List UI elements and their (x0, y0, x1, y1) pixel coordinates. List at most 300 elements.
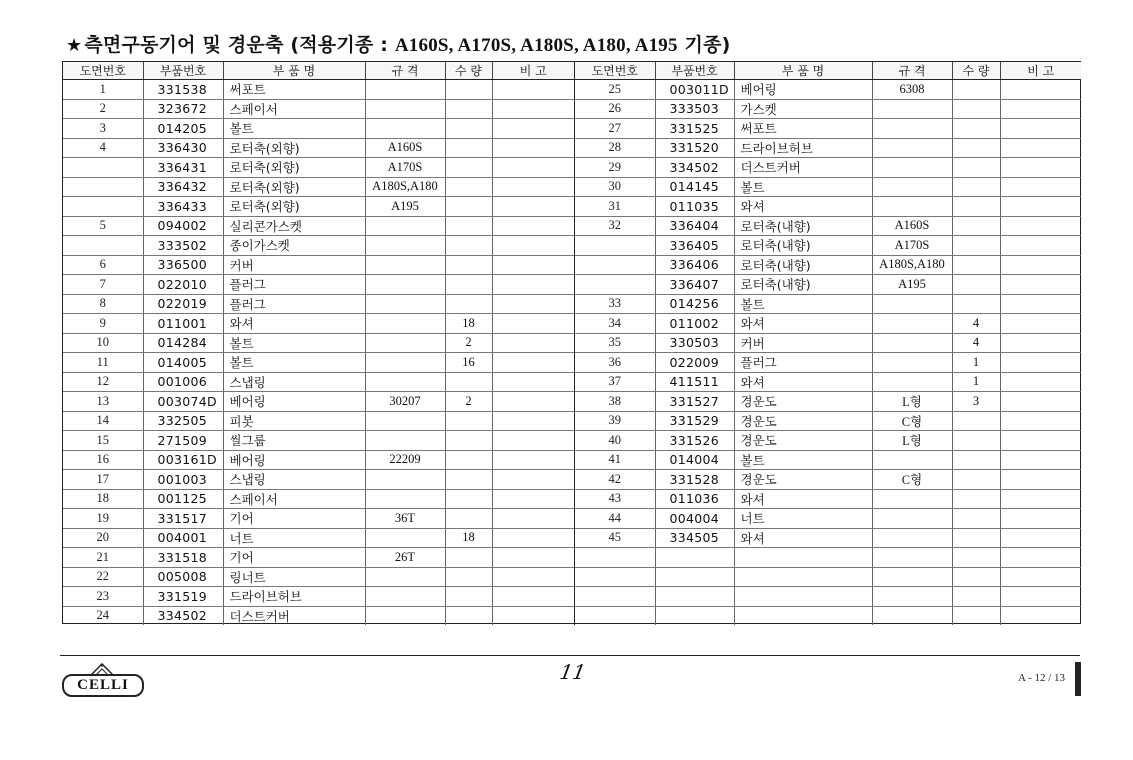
note-cell (1000, 333, 1081, 353)
spec-cell: A195 (365, 197, 445, 217)
drawing-no-cell: 14 (63, 411, 143, 431)
qty-cell (952, 275, 1000, 295)
part-name-cell: 베어링 (223, 450, 365, 470)
part-name-cell: 경운도 (734, 392, 872, 412)
spec-cell (872, 450, 952, 470)
table-row (575, 119, 1081, 139)
part-no-cell: 011002 (655, 314, 734, 334)
spec-cell (872, 567, 952, 587)
part-name-cell: 로터축(내향) (734, 275, 872, 295)
col-header-drawing-no: 도면번호 (575, 62, 655, 80)
note-cell (492, 567, 574, 587)
spec-cell (872, 99, 952, 119)
note-cell (492, 431, 574, 451)
drawing-no-cell: 30 (575, 177, 655, 197)
drawing-no-cell: 34 (575, 314, 655, 334)
part-name-cell (734, 606, 872, 625)
note-cell (1000, 587, 1081, 607)
qty-cell (952, 177, 1000, 197)
part-no-cell: 331527 (655, 392, 734, 412)
spec-cell (365, 333, 445, 353)
part-name-cell: 와셔 (223, 314, 365, 334)
spec-cell (872, 606, 952, 625)
title-text: 측면구동기어 및 경운축 (적용기종 : (84, 34, 389, 56)
spec-cell: 30207 (365, 392, 445, 412)
spec-cell: 36T (365, 509, 445, 529)
qty-cell: 2 (445, 392, 492, 412)
table-row (63, 80, 574, 100)
table-row (575, 314, 1081, 334)
table-row (63, 392, 574, 412)
title-suffix: 기종) (684, 34, 731, 56)
qty-cell (445, 567, 492, 587)
spec-cell (872, 372, 952, 392)
col-header-part-name: 부 품 명 (223, 62, 365, 80)
part-no-cell: 330503 (655, 333, 734, 353)
part-name-cell: 볼트 (734, 450, 872, 470)
part-name-cell: 로터축(외향) (223, 177, 365, 197)
part-name-cell: 와셔 (734, 528, 872, 548)
part-no-cell: 331518 (143, 548, 223, 568)
qty-cell: 4 (952, 333, 1000, 353)
spec-cell (365, 99, 445, 119)
qty-cell: 1 (952, 353, 1000, 373)
table-row (575, 606, 1081, 625)
note-cell (492, 99, 574, 119)
part-no-cell: 336405 (655, 236, 734, 256)
spec-cell (872, 177, 952, 197)
part-name-cell: 로터축(내향) (734, 216, 872, 236)
part-name-cell: 종이가스켓 (223, 236, 365, 256)
part-no-cell: 001125 (143, 489, 223, 509)
part-no-cell: 014005 (143, 353, 223, 373)
qty-cell (445, 509, 492, 529)
drawing-no-cell: 21 (63, 548, 143, 568)
part-name-cell: 플러그 (223, 275, 365, 295)
qty-cell (445, 411, 492, 431)
note-cell (492, 489, 574, 509)
table-row (63, 528, 574, 548)
part-name-cell: 볼트 (223, 353, 365, 373)
note-cell (492, 528, 574, 548)
drawing-no-cell: 39 (575, 411, 655, 431)
qty-cell (952, 216, 1000, 236)
table-row (63, 314, 574, 334)
part-name-cell (734, 567, 872, 587)
spec-cell (365, 372, 445, 392)
drawing-no-cell: 7 (63, 275, 143, 295)
page-edge-mark (1075, 662, 1081, 696)
note-cell (1000, 470, 1081, 490)
spec-cell (365, 606, 445, 625)
table-row (63, 431, 574, 451)
spec-cell: A170S (365, 158, 445, 178)
part-no-cell: 022010 (143, 275, 223, 295)
note-cell (492, 314, 574, 334)
part-name-cell: 볼트 (223, 119, 365, 139)
qty-cell: 4 (952, 314, 1000, 334)
part-name-cell: 볼트 (734, 177, 872, 197)
part-no-cell: 336500 (143, 255, 223, 275)
drawing-no-cell: 40 (575, 431, 655, 451)
table-row (575, 99, 1081, 119)
spec-cell: C형 (872, 411, 952, 431)
drawing-no-cell: 22 (63, 567, 143, 587)
table-header-row (63, 62, 574, 80)
spec-cell (872, 353, 952, 373)
footer-divider (60, 655, 1080, 656)
spec-cell (365, 294, 445, 314)
qty-cell (952, 236, 1000, 256)
table-row (575, 411, 1081, 431)
table-row (575, 177, 1081, 197)
part-no-cell: 331538 (143, 80, 223, 100)
note-cell (492, 119, 574, 139)
drawing-no-cell: 36 (575, 353, 655, 373)
table-row (575, 236, 1081, 256)
note-cell (492, 587, 574, 607)
part-name-cell: 스냅링 (223, 372, 365, 392)
part-no-cell: 014256 (655, 294, 734, 314)
parts-table-body-left (63, 80, 574, 626)
spec-cell (872, 489, 952, 509)
drawing-no-cell: 11 (63, 353, 143, 373)
part-name-cell: 와셔 (734, 197, 872, 217)
table-row (575, 372, 1081, 392)
table-row (63, 255, 574, 275)
drawing-no-cell: 19 (63, 509, 143, 529)
part-no-cell: 014205 (143, 119, 223, 139)
part-no-cell: 003011D (655, 80, 734, 100)
part-no-cell: 004004 (655, 509, 734, 529)
table-row (63, 294, 574, 314)
drawing-no-cell: 31 (575, 197, 655, 217)
table-row (63, 606, 574, 625)
part-no-cell: 004001 (143, 528, 223, 548)
part-no-cell: 333502 (143, 236, 223, 256)
qty-cell (445, 470, 492, 490)
drawing-no-cell: 24 (63, 606, 143, 625)
qty-cell (952, 99, 1000, 119)
spec-cell (872, 509, 952, 529)
qty-cell (445, 80, 492, 100)
spec-cell (365, 314, 445, 334)
note-cell (1000, 548, 1081, 568)
part-no-cell: 094002 (143, 216, 223, 236)
qty-cell (952, 158, 1000, 178)
note-cell (492, 509, 574, 529)
qty-cell (952, 587, 1000, 607)
table-row (63, 99, 574, 119)
table-row (575, 450, 1081, 470)
drawing-no-cell: 13 (63, 392, 143, 412)
qty-cell (952, 470, 1000, 490)
part-no-cell (655, 548, 734, 568)
drawing-no-cell (63, 158, 143, 178)
table-row (575, 275, 1081, 295)
col-header-part-no: 부품번호 (143, 62, 223, 80)
table-row (575, 470, 1081, 490)
part-name-cell: 너트 (734, 509, 872, 529)
part-name-cell: 볼트 (734, 294, 872, 314)
table-row (575, 138, 1081, 158)
drawing-no-cell: 33 (575, 294, 655, 314)
drawing-no-cell: 2 (63, 99, 143, 119)
part-name-cell: 로터축(외향) (223, 197, 365, 217)
drawing-no-cell: 16 (63, 450, 143, 470)
part-no-cell: 331529 (655, 411, 734, 431)
drawing-no-cell (575, 567, 655, 587)
qty-cell (445, 450, 492, 470)
part-name-cell (734, 587, 872, 607)
note-cell (1000, 158, 1081, 178)
table-row (575, 353, 1081, 373)
parts-table (575, 62, 1081, 625)
part-name-cell: 와셔 (734, 489, 872, 509)
drawing-no-cell (575, 255, 655, 275)
qty-cell (445, 177, 492, 197)
part-name-cell: 볼트 (223, 333, 365, 353)
part-name-cell: 로터축(내향) (734, 236, 872, 256)
note-cell (1000, 138, 1081, 158)
qty-cell: 18 (445, 314, 492, 334)
qty-cell (445, 119, 492, 139)
spec-cell (872, 587, 952, 607)
table-row (575, 528, 1081, 548)
part-no-cell: 331528 (655, 470, 734, 490)
part-name-cell: 가스켓 (734, 99, 872, 119)
drawing-no-cell: 28 (575, 138, 655, 158)
part-name-cell: 드라이브허브 (734, 138, 872, 158)
note-cell (492, 236, 574, 256)
note-cell (492, 411, 574, 431)
qty-cell (952, 489, 1000, 509)
logo-wordmark: CELLI (62, 674, 144, 697)
note-cell (492, 606, 574, 625)
table-row (63, 333, 574, 353)
spec-cell (872, 119, 952, 139)
col-header-spec: 규 격 (365, 62, 445, 80)
part-no-cell: 331520 (655, 138, 734, 158)
table-row (63, 158, 574, 178)
note-cell (492, 275, 574, 295)
drawing-no-cell: 10 (63, 333, 143, 353)
spec-cell (872, 138, 952, 158)
note-cell (1000, 353, 1081, 373)
spec-cell: A195 (872, 275, 952, 295)
col-header-note: 비 고 (1000, 62, 1081, 80)
part-name-cell: 피봇 (223, 411, 365, 431)
note-cell (1000, 392, 1081, 412)
drawing-no-cell (575, 587, 655, 607)
parts-table (63, 62, 574, 625)
qty-cell (952, 431, 1000, 451)
qty-cell (445, 236, 492, 256)
qty-cell (952, 138, 1000, 158)
drawing-no-cell (63, 197, 143, 217)
part-no-cell: 334505 (655, 528, 734, 548)
table-header-row (575, 62, 1081, 80)
table-row (575, 489, 1081, 509)
col-header-note: 비 고 (492, 62, 574, 80)
parts-table-right (574, 62, 1081, 625)
part-no-cell: 333503 (655, 99, 734, 119)
spec-cell (365, 216, 445, 236)
qty-cell (952, 509, 1000, 529)
drawing-no-cell: 23 (63, 587, 143, 607)
table-row (575, 294, 1081, 314)
qty-cell (445, 606, 492, 625)
col-header-qty: 수 량 (445, 62, 492, 80)
part-no-cell: 001006 (143, 372, 223, 392)
note-cell (1000, 431, 1081, 451)
drawing-no-cell (575, 275, 655, 295)
note-cell (492, 294, 574, 314)
part-no-cell: 011036 (655, 489, 734, 509)
part-name-cell: 써포트 (223, 80, 365, 100)
qty-cell: 18 (445, 528, 492, 548)
spec-cell (872, 314, 952, 334)
qty-cell (952, 548, 1000, 568)
spec-cell (365, 411, 445, 431)
note-cell (492, 392, 574, 412)
part-name-cell: 로터축(외향) (223, 158, 365, 178)
col-header-spec: 규 격 (872, 62, 952, 80)
drawing-no-cell: 18 (63, 489, 143, 509)
part-no-cell: 336432 (143, 177, 223, 197)
qty-cell: 3 (952, 392, 1000, 412)
table-row (63, 567, 574, 587)
part-no-cell: 005008 (143, 567, 223, 587)
spec-cell: A160S (872, 216, 952, 236)
part-no-cell: 336404 (655, 216, 734, 236)
qty-cell (445, 489, 492, 509)
drawing-no-cell: 44 (575, 509, 655, 529)
note-cell (492, 548, 574, 568)
spec-cell (872, 294, 952, 314)
part-name-cell: 스페이서 (223, 99, 365, 119)
parts-table-frame (62, 61, 1081, 624)
table-row (575, 80, 1081, 100)
note-cell (1000, 177, 1081, 197)
drawing-no-cell (63, 177, 143, 197)
table-row (575, 431, 1081, 451)
part-name-cell (734, 548, 872, 568)
table-row (63, 587, 574, 607)
drawing-no-cell: 38 (575, 392, 655, 412)
qty-cell (952, 255, 1000, 275)
spec-cell: A180S,A180 (872, 255, 952, 275)
page-title (66, 30, 731, 60)
spec-cell (365, 528, 445, 548)
spec-cell (365, 275, 445, 295)
part-no-cell: 336431 (143, 158, 223, 178)
page-reference: A - 12 / 13 (1018, 672, 1066, 684)
qty-cell (445, 275, 492, 295)
note-cell (1000, 275, 1081, 295)
qty-cell (445, 372, 492, 392)
part-name-cell: 로터축(내향) (734, 255, 872, 275)
part-name-cell: 씰그룹 (223, 431, 365, 451)
drawing-no-cell: 41 (575, 450, 655, 470)
note-cell (1000, 528, 1081, 548)
part-name-cell: 경운도 (734, 470, 872, 490)
qty-cell (952, 528, 1000, 548)
part-no-cell: 003161D (143, 450, 223, 470)
part-name-cell: 스페이서 (223, 489, 365, 509)
part-no-cell: 411511 (655, 372, 734, 392)
part-name-cell: 로터축(외향) (223, 138, 365, 158)
part-no-cell: 014004 (655, 450, 734, 470)
table-row (575, 567, 1081, 587)
drawing-no-cell: 1 (63, 80, 143, 100)
part-name-cell: 베어링 (734, 80, 872, 100)
drawing-no-cell: 29 (575, 158, 655, 178)
note-cell (1000, 216, 1081, 236)
note-cell (492, 177, 574, 197)
note-cell (1000, 294, 1081, 314)
part-no-cell: 323672 (143, 99, 223, 119)
part-name-cell: 플러그 (734, 353, 872, 373)
handwritten-page-number: 11 (557, 660, 588, 684)
col-header-qty: 수 량 (952, 62, 1000, 80)
spec-cell (872, 197, 952, 217)
qty-cell (952, 80, 1000, 100)
spec-cell: 22209 (365, 450, 445, 470)
parts-table-left (63, 62, 574, 625)
spec-cell (365, 587, 445, 607)
spec-cell: A180S,A180 (365, 177, 445, 197)
qty-cell (445, 548, 492, 568)
drawing-no-cell: 25 (575, 80, 655, 100)
qty-cell (952, 294, 1000, 314)
part-no-cell: 014284 (143, 333, 223, 353)
drawing-no-cell: 26 (575, 99, 655, 119)
note-cell (1000, 197, 1081, 217)
qty-cell (445, 216, 492, 236)
col-header-part-no: 부품번호 (655, 62, 734, 80)
note-cell (492, 450, 574, 470)
note-cell (1000, 314, 1081, 334)
drawing-no-cell (575, 606, 655, 625)
drawing-no-cell: 27 (575, 119, 655, 139)
qty-cell (952, 606, 1000, 625)
note-cell (1000, 372, 1081, 392)
spec-cell (872, 528, 952, 548)
drawing-no-cell: 12 (63, 372, 143, 392)
part-no-cell: 022019 (143, 294, 223, 314)
part-no-cell: 336406 (655, 255, 734, 275)
qty-cell (445, 431, 492, 451)
table-row (575, 333, 1081, 353)
table-row (63, 411, 574, 431)
note-cell (492, 158, 574, 178)
spec-cell: L형 (872, 431, 952, 451)
table-row (63, 138, 574, 158)
part-name-cell: 스냅링 (223, 470, 365, 490)
spec-cell: 26T (365, 548, 445, 568)
part-name-cell: 더스트커버 (223, 606, 365, 625)
part-name-cell: 와셔 (734, 372, 872, 392)
spec-cell (365, 353, 445, 373)
part-name-cell: 너트 (223, 528, 365, 548)
part-name-cell: 실리콘가스켓 (223, 216, 365, 236)
drawing-no-cell: 32 (575, 216, 655, 236)
part-no-cell: 011035 (655, 197, 734, 217)
drawing-no-cell: 5 (63, 216, 143, 236)
drawing-no-cell: 9 (63, 314, 143, 334)
table-row (575, 158, 1081, 178)
